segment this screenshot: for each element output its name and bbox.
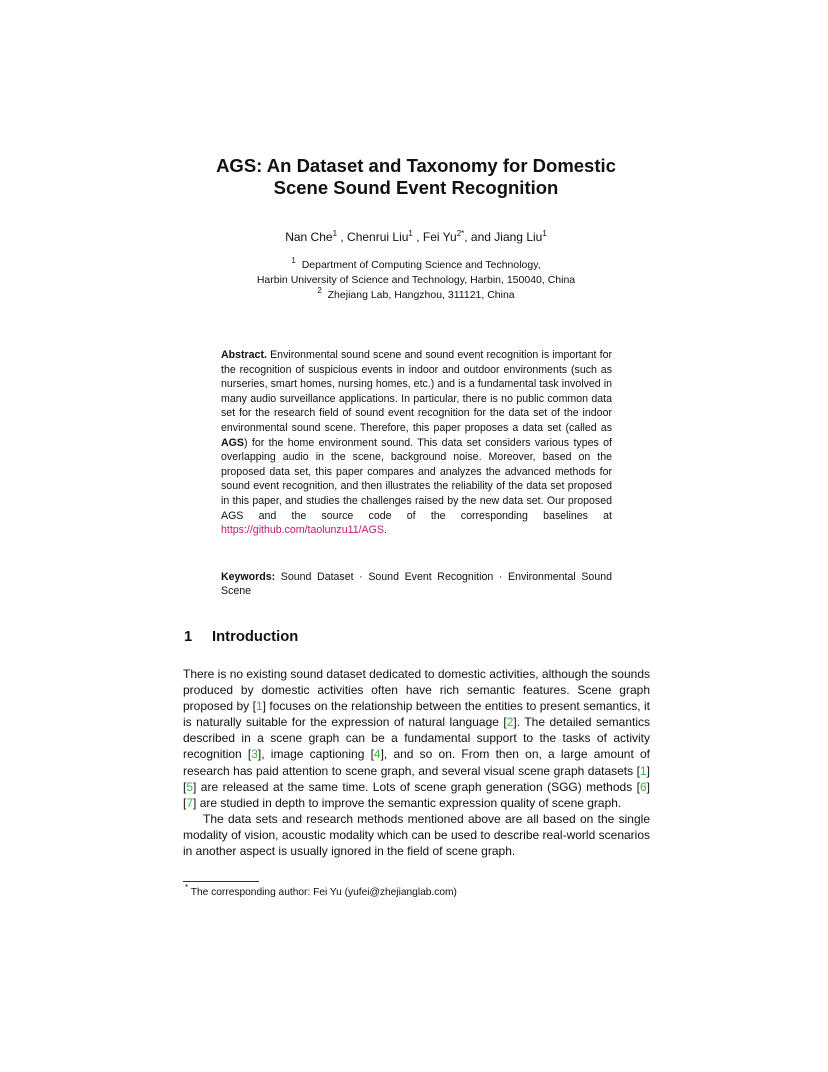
abstract-label: Abstract.: [221, 349, 267, 361]
author-conjunction: and: [470, 230, 491, 244]
body-text: [183, 666, 650, 859]
keywords: [221, 571, 612, 598]
citation-link[interactable]: 1: [255, 699, 263, 714]
author-name: Jiang Liu: [494, 230, 543, 244]
citation-link[interactable]: 6: [639, 779, 647, 794]
paragraph-text: ], and so on. From then on, a large amount of research has paid attention to scene graph, and several visual scene graph datasets [: [183, 747, 650, 778]
affiliation-2: [150, 288, 682, 303]
citation-link[interactable]: 1: [639, 763, 647, 778]
abstract-end: .: [383, 524, 387, 537]
affiliation-mark: 2: [317, 286, 322, 295]
paragraph-text: ] [: [183, 763, 650, 794]
paragraph-text: ] focuses on the relationship between the entities to present semantics, it is naturally suitable for the expression of natural language [: [183, 699, 650, 730]
author-name: Nan Che: [285, 230, 333, 244]
affiliation-1: [150, 258, 682, 273]
title-line-1: AGS: An Dataset and Taxonomy for Domestic: [216, 155, 616, 176]
author-affil-mark: 2*: [456, 229, 465, 238]
author-list: Nan Che$^1$ , Chenrui Liu$^1$ , Fei $Yu^{2*}$, and Jiang Liu$^1$: [285, 229, 547, 244]
abstract-text-continued: ) for the home environment sound. This data set considers various types of overlapping audio in the scene, background noise. Moreover, based on the proposed data set, this paper compares and analyzes the advanced methods for sound event recognition, and then illustrates the reliability of the data set proposed in this paper, and studies the challenges raised by the new data set. Our proposed AGS and the source code of the corresponding baselines at: [221, 436, 612, 522]
affiliation-1-line-2: Harbin University of Science and Technology, Harbin, 150040, China: [256, 274, 576, 286]
paragraph-text: ]. The detailed semantics described in a scene graph can be a fundamental support to the tasks of activity recognition [: [183, 715, 650, 762]
paragraph-text: ] [: [183, 779, 650, 810]
abstract-dataset-name: AGS: [221, 436, 244, 449]
paragraph-text: ] are released at the same time. Lots of scene graph generation (SGG) methods [: [193, 779, 640, 794]
title-line-2: Scene Sound Event Recognition: [273, 177, 559, 198]
citation-link[interactable]: 4: [373, 747, 381, 762]
citation-link[interactable]: 7: [186, 795, 194, 810]
affiliation-1-line-1: Department of Computing Science and Technology,: [301, 259, 541, 271]
author-name: Fei Yu: [422, 230, 457, 244]
author-affil-mark: 1: [408, 229, 413, 238]
footnote: [185, 883, 645, 899]
section-title: Introduction: [212, 629, 299, 645]
footnote-text: The corresponding author: Fei Yu (yufei@zhejianglab.com): [190, 887, 457, 898]
section-heading: [184, 627, 298, 647]
author-name: Chenrui Liu: [347, 230, 409, 244]
paragraph-text: There is no existing sound dataset dedicated to domestic activities, although the sounds produced by domestic activities often have rich semantic features. Scene graph proposed by [: [183, 667, 650, 714]
paragraph-text: ], image captioning [: [257, 747, 374, 762]
citation-link[interactable]: 2: [506, 715, 514, 730]
paragraph-text: ] are studied in depth to improve the semantic expression quality of scene graph.: [193, 795, 622, 810]
affiliation-2-line: Zhejiang Lab, Hangzhou, 311121, China: [327, 289, 515, 301]
repository-link[interactable]: https://github.com/taolunzu11/AGS: [221, 524, 384, 537]
affiliation-mark: 1: [291, 256, 296, 265]
footnote-mark: *: [185, 883, 189, 892]
paragraph-1: [183, 666, 650, 811]
keywords-label: Keywords:: [221, 571, 276, 583]
keywords-text: Sound Dataset · Sound Event Recognition · Environmental Sound Scene: [221, 571, 612, 597]
affiliations: [150, 258, 682, 303]
author-affil-mark: 1: [332, 229, 338, 238]
paper-title: [150, 155, 682, 199]
citation-link[interactable]: 5: [186, 779, 194, 794]
paragraph-2: The data sets and research methods mentioned above are all based on the single modality of vision, acoustic modality which can be used to describe real-world scenarios in another aspect is usually ignored in the field of scene graph.: [183, 811, 650, 859]
author-affil-mark: 1: [542, 229, 547, 238]
citation-link[interactable]: 3: [251, 747, 258, 762]
footnote-rule: [183, 881, 259, 882]
abstract-text: Environmental sound scene and sound event recognition is important for the recognition of suspicious events in indoor and outdoor environments (such as nurseries, smart homes, nursing homes, etc.) and is a fundamental task involved in many audio surveillance applications. In particular, there is no public common data set for the research field of sound event recognition for the data set of the indoor environmental sound scene. Therefore, this paper proposes a data set (called as: [221, 349, 612, 434]
abstract: [221, 348, 612, 538]
section-number: 1: [184, 629, 193, 645]
